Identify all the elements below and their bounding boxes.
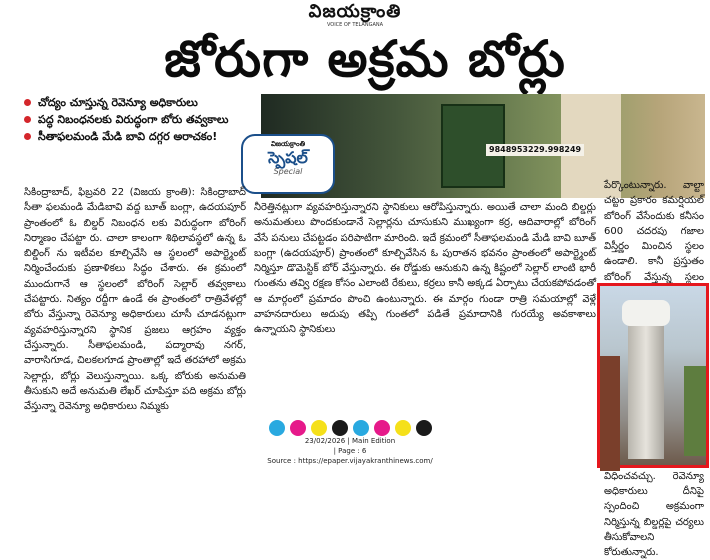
special-stamp	[241, 134, 335, 194]
color-swatch	[374, 420, 390, 436]
borewell-pipe-photo	[597, 283, 709, 468]
edition-date: 23/02/2026 | Main Edition	[304, 437, 396, 445]
newspaper-name: విజయక్రాంతి	[308, 1, 402, 22]
tree-foliage	[684, 366, 706, 456]
vehicle-number-plate: 9848953229.998249	[486, 144, 584, 156]
bullet-dot-icon	[24, 99, 31, 106]
color-swatch	[395, 420, 411, 436]
color-registration-marks	[200, 420, 500, 436]
color-swatch	[290, 420, 306, 436]
borewell-pipe	[628, 304, 664, 459]
special-stamp-sub: Special	[273, 167, 303, 176]
pipe-cover-cloth	[622, 300, 670, 326]
article-column-1: సికింద్రాబాద్, ఫిబ్రవరి 22 (విజయ క్రాంతి): సికింద్రాబాద్ సీతా ఫలమండి మేడిబావి వద్ద బూత్ బంగ్లా, ఉదయపూర్ ప్రాంతంలో ఓ బిల్డర్ నిబంధన లకు విరుద్ధంగా బోరింగ్ నిర్మాణం చేపట్టా రు. చాలా కాలంగా శిథిలావస్థలో ఉన్న ఓ బిల్డింగ్ ను ఇటీవల కూల్చివేసి ఆ స్థలంలో అపార్ట్మెంట్ నిర్మించేందుకు ప్రణాళికలు సిద్ధం చేశారు. ఈ క్రమంలో ముందుగానే ఆ స్థలంలో బోరింగ్ సెల్లార్ తవ్వకాలు చేపట్టారు. నిత్యం రద్దీగా ఉండే ఈ ప్రాంతంలో రాత్రివేళల్లో బోరు వేస్తున్నా రెవెన్యూ అధికారులు చూసీ చూడనట్లుగా వ్యవహరిస్తున్నారని స్థానిక ప్రజలు ఆగ్రహం వ్యక్తం చేస్తున్నారు. సీతాఫలమండి, పద్మారావు నగర్, వారాసిగూడ, చిలకలగూడ ప్రాంతాల్లో ఇదే తరహాలో అక్రమ సెల్లార్లు, బోర్లు వెలుస్తున్నాయి. ఒక్క బోరుకు అనుమతి తీసుకుని అదే అనుమతి లేఖర్ చూపిస్తూ పది అక్రమ బోర్లు వేస్తున్నా రెవెన్యూ అధికారులు నిమ్మకు	[24, 187, 246, 413]
key-point-text: పద్ధ నిబంధనలకు విరుద్ధంగా బోరు తవ్వకాలు	[38, 113, 229, 126]
article-column-2: నీరెత్తినట్లుగా వ్యవహరిస్తున్నారని స్థానికులు ఆరోపిస్తున్నారు. అయితే చాలా మంది బిల్డర్లు అనుమతులు పొందకుండానే సెల్లార్లను చూసుకుని ముఖ్యంగా కర్ర, ఆదివారాల్లో బోరింగ్ వేసే పనులు చేపట్టడం పరిపాటిగా మారింది. ఇదే క్రమంలో సీతాఫలమండి మేడి బావి బూత్ బంగ్లా (ఉదయపూర్) ప్రాంతంలో కూల్చివేసిన ఓ పురాతన భవనం ప్రాంతంలో అపార్ట్మెంట్ నిర్మిస్తూ డొమెస్టిక్ బోర్ వేస్తున్నారు. ఈ రోడ్డుకు ఆనుకుని ఉన్న కిష్టంలో సెల్లార్ లాంటి భారీ గుంతను తవ్వి రక్షణ కోసం ఎలాంటి రేకులు, కర్రలు కానీ అక్కడ ఏర్పాటు చేయకపోవడంతో ఆ మార్గంలో ప్రమాదం పొంచి ఉంటున్నారు. ఈ మార్గం గుండా రాత్రి సమయాల్లో వెళ్లే వాహనదారులు అదుపు తప్పి గుంతలో పడితే ప్రమాదానికి గురయ్యే అవకాశాలు ఉన్నాయని స్థానికులు	[254, 202, 596, 336]
key-point	[24, 96, 249, 110]
color-swatch	[311, 420, 327, 436]
page-footer	[200, 420, 500, 466]
color-swatch	[332, 420, 348, 436]
source-url[interactable]: Source : https://epaper.vijayakranthinews.com/	[267, 457, 433, 465]
key-point	[24, 130, 249, 144]
article-column-3: పేర్కొంటున్నారు. వాల్టా చట్టం ప్రకారం కమర్షియల్ బోరింగ్ వేసేందుకు కనీసం 600 చదరపు గజాల విస్తీర్ణం మించిన స్థలం ఉండాలి. కానీ ప్రస్తుతం బోరింగ్ వేస్తున్న స్థలం విధించవచ్చు. రెవెన్యూ అధికారులు దీనిపై స్పందించి అక్రమంగా నిర్మిస్తున్న బిల్డర్లపై చర్యలు తీసుకోవాలని కోరుతున్నారు.	[604, 180, 704, 559]
article-headline: జోరుగా అక్రమ బోర్లు	[164, 30, 566, 88]
key-point-text: చోద్యం చూస్తున్న రెవెన్యూ అధికారులు	[38, 96, 198, 109]
page-number: | Page : 6	[333, 447, 367, 455]
bullet-dot-icon	[24, 133, 31, 140]
color-swatch	[269, 420, 285, 436]
newspaper-tagline: VOICE OF TELANGANA	[326, 22, 384, 28]
gate-frame	[600, 356, 620, 471]
color-swatch	[353, 420, 369, 436]
bullet-dot-icon	[24, 116, 31, 123]
key-points	[24, 96, 249, 147]
special-stamp-word: స్పెషల్	[268, 148, 308, 167]
special-stamp-brand: విజయక్రాంతి	[270, 140, 306, 148]
key-point	[24, 113, 249, 127]
color-swatch	[416, 420, 432, 436]
key-point-text: సీతాఫలమండి మేడి బావి దగ్గర అరాచకం!	[38, 130, 218, 143]
